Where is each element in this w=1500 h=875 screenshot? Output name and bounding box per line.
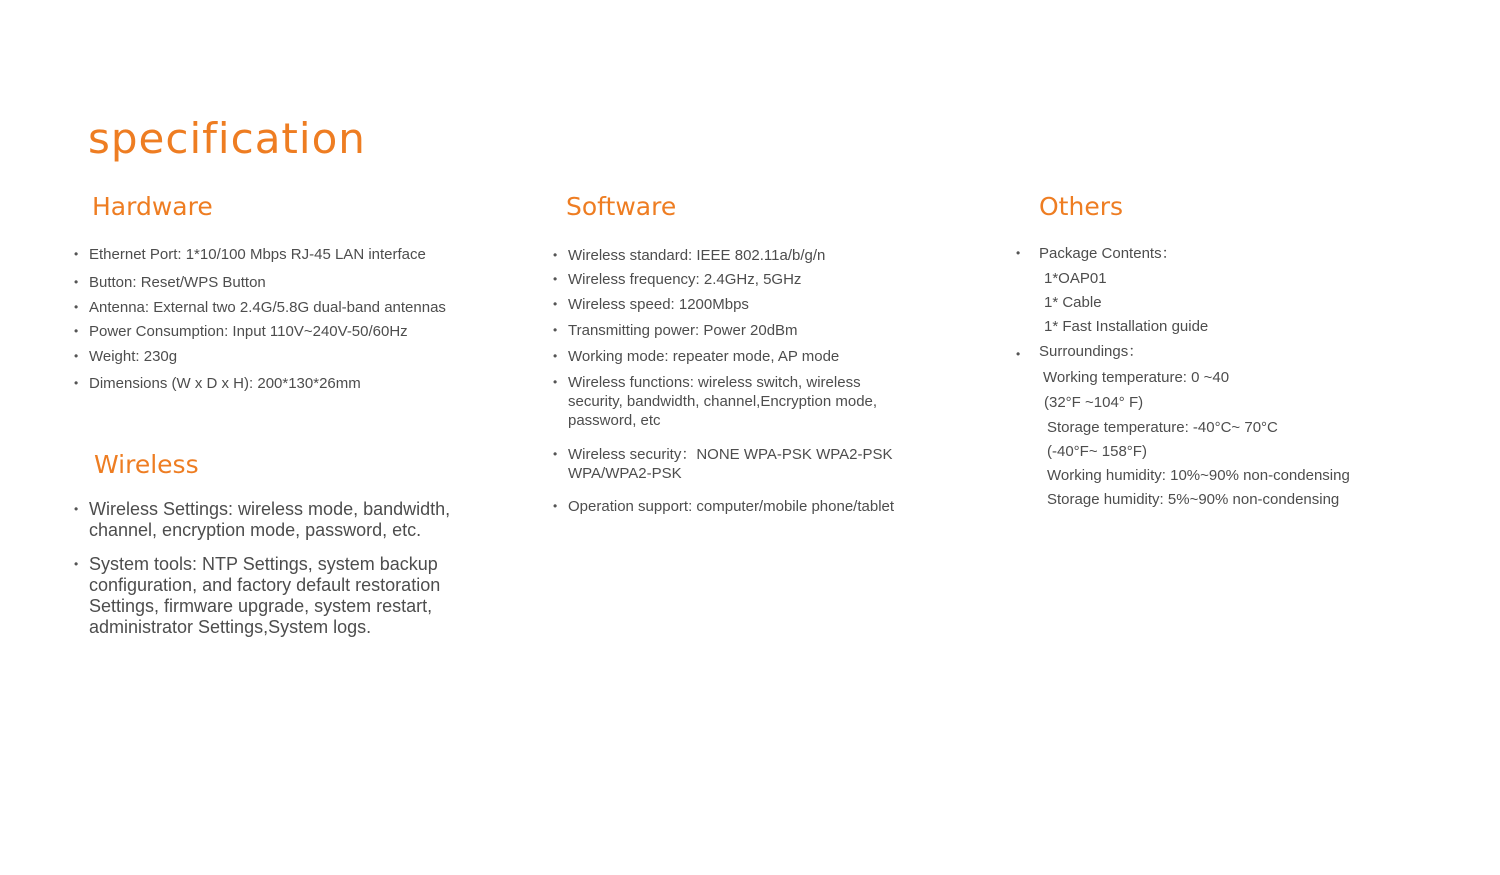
bullet-icon: • [74,557,79,571]
bullet-icon: • [74,324,79,338]
item-text: Transmitting power: Power 20dBm [568,322,798,339]
list-item [553,445,928,483]
wireless-title: Wireless [94,450,199,479]
list-item [74,298,446,317]
bullet-icon: • [553,272,558,286]
page-title: specification [88,114,366,163]
bullet-icon: • [74,349,79,363]
item-text: Package Contents： [1039,245,1177,262]
item-text: Power Consumption: Input 110V~240V-50/60Hz [89,323,408,340]
list-item [553,347,840,366]
item-text: Wireless speed: 1200Mbps [568,296,749,313]
hardware-title: Hardware [92,192,213,221]
item-text: Dimensions (W x D x H): 200*130*26mm [89,375,361,392]
list-item [553,373,918,430]
list-item [74,273,266,292]
bullet-icon: • [553,323,558,337]
package-label [1016,244,1177,263]
bullet-icon: • [74,502,79,516]
item-text: Button: Reset/WPS Button [89,274,266,291]
surroundings-item: Storage temperature: -40°C~ 70°C [1047,419,1278,436]
item-text: Wireless frequency: 2.4GHz, 5GHz [568,271,802,288]
list-item [553,321,798,340]
list-item [74,499,489,541]
item-text: Wireless Settings: wireless mode, bandwidth, channel, encryption mode, password, etc. [89,499,451,540]
item-text: Weight: 230g [89,348,178,365]
surroundings-item: Working humidity: 10%~90% non-condensing [1047,467,1350,484]
item-text: Wireless functions: wireless switch, wireless security, bandwidth, channel,Encryption mode, password, etc [568,374,878,429]
bullet-icon: • [553,349,558,363]
item-text: Antenna: External two 2.4G/5.8G dual-band antennas [89,299,446,316]
surroundings-label [1016,342,1144,361]
list-item [553,497,895,516]
item-text: Surroundings： [1039,343,1144,360]
list-item [553,246,826,265]
item-text: Working mode: repeater mode, AP mode [568,348,840,365]
item-text: Ethernet Port: 1*10/100 Mbps RJ-45 LAN interface [89,246,426,263]
bullet-icon: • [74,275,79,289]
list-item [74,322,408,341]
item-text: Operation support: computer/mobile phone/tablet [568,498,895,515]
list-item [74,374,361,393]
surroundings-item: Working temperature: 0 ~40 [1043,369,1230,386]
bullet-icon: • [553,375,558,389]
item-text: Wireless standard: IEEE 802.11a/b/g/n [568,247,826,264]
bullet-icon: • [74,376,79,390]
surroundings-item: (-40°F~ 158°F) [1047,443,1147,460]
bullet-icon: • [1016,347,1021,361]
others-title: Others [1039,192,1124,221]
surroundings-item: Storage humidity: 5%~90% non-condensing [1047,491,1340,508]
list-item [553,270,802,289]
list-item [553,295,749,314]
package-item: 1*OAP01 [1044,270,1107,287]
bullet-icon: • [553,447,558,461]
software-title: Software [566,192,677,221]
item-text: System tools: NTP Settings, system backup configuration, and factory default restoration Settings, firmware upgrade, system restart, administrator Settings,System logs. [89,554,441,637]
surroundings-item: (32°F ~104° F) [1044,394,1144,411]
bullet-icon: • [1016,246,1021,260]
list-item [74,554,489,638]
bullet-icon: • [74,247,79,261]
bullet-icon: • [553,499,558,513]
list-item [74,245,426,264]
bullet-icon: • [553,248,558,262]
package-item: 1* Fast Installation guide [1044,318,1209,335]
bullet-icon: • [553,297,558,311]
package-item: 1* Cable [1044,294,1102,311]
bullet-icon: • [74,300,79,314]
list-item [74,347,178,366]
item-text: Wireless security：NONE WPA-PSK WPA2-PSK WPA/WPA2-PSK [568,446,893,482]
